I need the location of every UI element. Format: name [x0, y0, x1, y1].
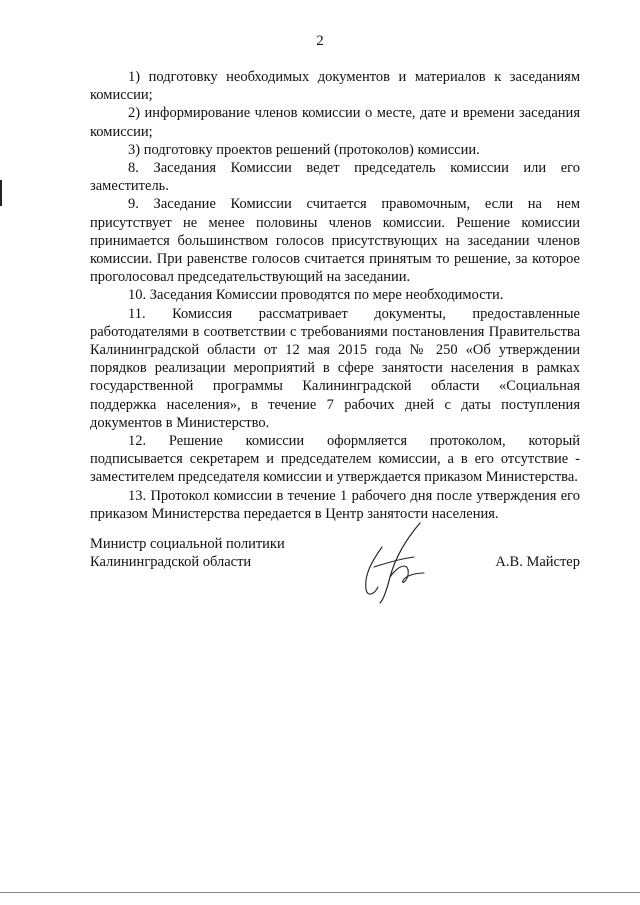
signer-name: А.В. Майстер	[495, 554, 580, 570]
paragraph-13: 13. Протокол комиссии в течение 1 рабочего дня после утверждения его приказом Министерства передается в Центр занятости населения.	[90, 487, 580, 522]
paragraph-item-2: 2) информирование членов комиссии о месте, дате и времени заседания комиссии;	[90, 105, 580, 140]
paragraph-8: 8. Заседания Комиссии ведет председатель комиссии или его заместитель.	[90, 160, 580, 195]
handwritten-signature	[360, 517, 430, 607]
scan-bottom-edge	[0, 892, 640, 893]
paragraph-item-3: 3) подготовку проектов решений (протоколов) комиссии.	[128, 141, 480, 158]
signer-title: Министр социальной политики Калининградской области	[90, 536, 285, 571]
signature-block	[90, 535, 580, 605]
scan-edge-mark	[0, 180, 2, 206]
paragraph-12: 12. Решение комиссии оформляется протоколом, который подписывается секретарем и председателем комиссии, а в его отсутствие - заместителем председателя комиссии и утверждается приказом Министерства.	[90, 433, 580, 486]
paragraph-10: 10. Заседания Комиссии проводятся по мере необходимости.	[128, 287, 504, 304]
paragraph-item-1: 1) подготовку необходимых документов и материалов к заседаниям комиссии;	[90, 69, 580, 104]
document-body	[90, 68, 580, 523]
paragraph-11: 11. Комиссия рассматривает документы, предоставленные работодателями в соответствии с требованиями постановления Правительства Калининградской области от 12 мая 2015 года № 250 «Об утверждении порядков реализации мероприятий в сфере занятости населения в рамках государственной программы Калининградской области «Социальная поддержка населения», в течение 7 рабочих дней с даты поступления документов в Министерство.	[90, 305, 580, 431]
paragraph-9: 9. Заседание Комиссии считается правомочным, если на нем присутствует не менее половины членов комиссии. Решение комиссии принимается большинством голосов присутствующих на заседании членов комиссии. При равенстве голосов считается принятым то решение, за которое проголосовал председательствующий на заседании.	[90, 196, 580, 286]
page-number: 2	[316, 33, 324, 49]
